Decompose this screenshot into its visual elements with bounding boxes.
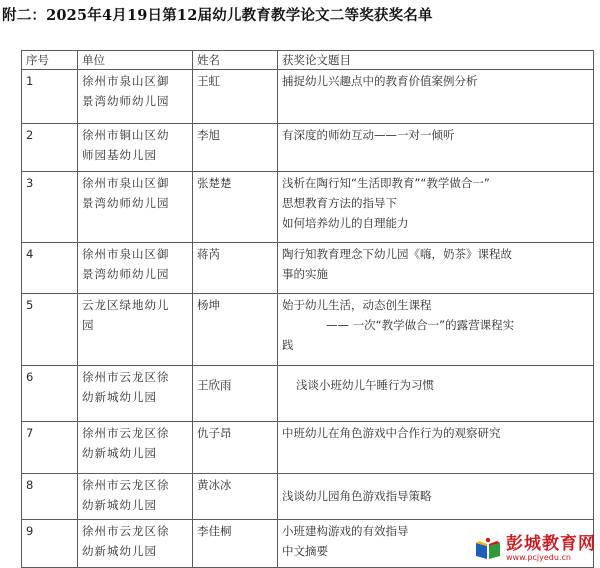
cell-no: 2: [22, 124, 78, 172]
cell-name: 仇子昂: [193, 422, 278, 474]
cell-unit: 徐州市泉山区御 景湾幼师幼儿园: [78, 172, 193, 243]
cell-title: 浅析在陶行知“生活即教育”“教学做合一” 思想教育方法的指导下 如何培养幼儿的自理能力: [278, 172, 594, 243]
table-row: [22, 172, 594, 243]
cell-title: 始于幼儿生活，动态创生课程 —— 一次“教学做合一”的露营课程实 践: [278, 294, 594, 366]
cell-name: 张楚楚: [193, 172, 278, 243]
header-no: 序号: [22, 51, 78, 70]
cell-title: 捕捉幼儿兴趣点中的教育价值案例分析: [278, 70, 594, 124]
cell-name: 蒋芮: [193, 243, 278, 294]
cell-no: 6: [22, 366, 78, 422]
cell-title: 陶行知教育理念下幼儿园《嗨，奶茶》课程故 事的实施: [278, 243, 594, 294]
table-row: [22, 124, 594, 172]
cell-unit: 徐州市铜山区幼 师园基幼儿园: [78, 124, 193, 172]
open-book-logo-icon: [473, 537, 503, 561]
cell-unit: 徐州市云龙区徐 幼新城幼儿园: [78, 520, 193, 568]
table-header-row: [22, 51, 594, 70]
cell-name: 李旭: [193, 124, 278, 172]
cell-name: 王虹: [193, 70, 278, 124]
cell-name: 李佳桐: [193, 520, 278, 568]
cell-name: 杨坤: [193, 294, 278, 366]
watermark-url[interactable]: www.pcjyedu.cn: [506, 553, 571, 562]
cell-unit: 徐州市泉山区御 景湾幼师幼儿园: [78, 70, 193, 124]
header-title: 获奖论文题目: [278, 51, 594, 70]
cell-no: 8: [22, 474, 78, 520]
award-table: [21, 50, 594, 568]
cell-unit: 云龙区绿地幼儿 园: [78, 294, 193, 366]
cell-title: 中班幼儿在角色游戏中合作行为的观察研究: [278, 422, 594, 474]
header-name: 姓名: [193, 51, 278, 70]
document-title: 附二：2025年4月19日第12届幼儿教育教学论文二等奖获奖名单: [2, 7, 433, 24]
table-row: [22, 243, 594, 294]
table-row: [22, 422, 594, 474]
cell-name: 王欣雨: [193, 366, 278, 422]
cell-title: 有深度的师幼互动——一对一倾听: [278, 124, 594, 172]
cell-unit: 徐州市云龙区徐 幼新城幼儿园: [78, 422, 193, 474]
table-row: [22, 366, 594, 422]
table-row: [22, 474, 594, 520]
cell-no: 3: [22, 172, 78, 243]
cell-unit: 徐州市云龙区徐 幼新城幼儿园: [78, 474, 193, 520]
cell-unit: 徐州市云龙区徐 幼新城幼儿园: [78, 366, 193, 422]
cell-no: 4: [22, 243, 78, 294]
cell-title: 浅谈小班幼儿午睡行为习惯: [278, 366, 594, 422]
cell-unit: 徐州市泉山区御 景湾幼师幼儿园: [78, 243, 193, 294]
header-unit: 单位: [78, 51, 193, 70]
site-watermark: [473, 535, 596, 562]
watermark-site-name: 彭城教育网: [506, 534, 596, 554]
cell-no: 1: [22, 70, 78, 124]
cell-title: 小班建构游戏的有效指导 中文摘要: [278, 520, 594, 568]
table-row: [22, 294, 594, 366]
table-row: [22, 70, 594, 124]
cell-no: 9: [22, 520, 78, 568]
cell-name: 黄冰冰: [193, 474, 278, 520]
cell-no: 5: [22, 294, 78, 366]
cell-no: 7: [22, 422, 78, 474]
cell-title: 浅谈幼儿园角色游戏指导策略: [278, 474, 594, 520]
